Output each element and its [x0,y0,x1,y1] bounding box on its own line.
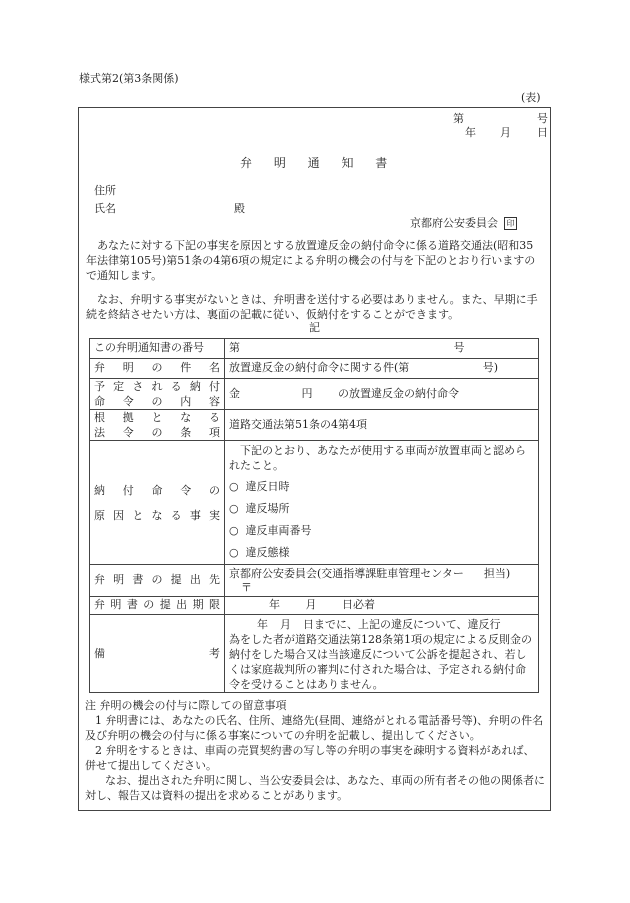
submission-dest-label: 弁明書の提出先 [90,565,225,597]
amount-prefix: 金 [229,386,240,400]
address-label: 住所 [94,184,116,197]
cause-facts-label: 納付命令の 原因となる事実 [90,441,225,565]
cause-item: ○ 違反態様 [229,546,290,559]
table-row [90,615,539,693]
amount-unit: 円 [301,386,313,400]
table-row [90,441,539,565]
doc-number-suffix: 号 [537,112,548,125]
notes-heading: 注 弁明の機会の付与に際しての留意事項 [85,699,287,712]
remarks-text: 為をした者が道路交通法第128条第1項の規定による反則金の納付をした場合又は当該違反について公訴を提起され、若しくは家庭裁判所の審判に付された場合は、予定される納付命令を受けることはありません。 [229,633,532,691]
legal-basis-value: 道路交通法第51条の4第4項 [225,410,539,441]
form-number-label: 様式第2(第3条関係) [79,72,179,85]
cause-facts-value [225,441,539,565]
cause-item: ○ 違反場所 [229,502,290,515]
deadline-year: 年 [269,598,280,612]
front-side-label: (表) [521,91,541,104]
note-1: 1 弁明書には、あなたの氏名、住所、連絡先(昼間、連絡がとれる電話番号等)、弁明の件名及び弁明の機会の付与に係る事案についての弁明を記載し、提出してください。 [85,714,544,742]
table-row [90,339,539,359]
table-row [90,359,539,379]
body-paragraph-1: あなたに対する下記の事実を原因とする放置違反金の納付命令に係る道路交通法(昭和35年法律第105号)第51条の4第6項の規定による弁明の機会の付与を下記のとおり行いますので通知します。 [86,239,536,282]
subject-value-suffix: 号) [482,361,499,375]
submission-dest-text: 京都府公安委員会(交通指導課駐車管理センター [229,566,464,580]
subject-label: 弁明の件名 [90,359,225,379]
remarks-value [225,615,539,693]
name-label: 氏名 [94,202,116,215]
submission-deadline-label: 弁明書の提出期限 [90,597,225,615]
cause-item: ○ 違反車両番号 [229,524,312,537]
date-day: 日 [537,126,548,139]
ki-heading: 記 [309,321,320,334]
amount-text: の放置違反金の納付命令 [338,386,459,400]
subject-value-text: 放置違反金の納付命令に関する件(第 [229,361,410,375]
submission-dest-suffix: 担当) [483,566,511,580]
seal-mark: 印 [504,217,517,230]
subject-value [225,359,539,379]
honorific: 殿 [234,202,245,215]
sender-name: 京都府公安委員会 [410,216,498,230]
notice-number-value [225,339,539,359]
postal-mark: 〒 [241,580,252,594]
submission-deadline-value [225,597,539,615]
notice-number-label: この弁明通知書の番号 [90,339,225,359]
submission-dest-value [225,565,539,597]
note-2: 2 弁明をするときは、車両の売買契約書の写し等の弁明の事実を疎明する資料があれば、併せて提出してください。 [85,744,535,772]
remarks-label: 備考 [90,615,225,693]
table-row [90,565,539,597]
detail-table [89,338,539,693]
table-row [90,379,539,410]
date-month: 月 [500,126,511,139]
cause-facts-intro: 下記のとおり、あなたが使用する車両が放置車両と認められたこと。 [229,444,526,472]
legal-basis-label: 根拠となる 法令の条項 [90,410,225,441]
sender [410,217,517,230]
planned-order-value [225,379,539,410]
remarks-first-line: 年 月 日までに、上記の違反について、違反行 [257,618,501,631]
doc-number-prefix: 第 [453,112,464,125]
table-row [90,410,539,441]
note-3: なお、提出された弁明に関し、当公安委員会は、あなた、車両の所有者その他の関係者に対し、報告又は資料の提出を求めることがあります。 [85,774,545,802]
deadline-day: 日必着 [342,598,375,612]
planned-order-label: 予定される納付 命令の内容 [90,379,225,410]
body-paragraph-2: なお、弁明する事実がないときは、弁明書を送付する必要はありません。また、早期に手続を終結させたい方は、裏面の記載に従い、仮納付をすることができます。 [86,293,538,321]
notice-number-suffix: 号 [453,341,465,355]
cause-item: ○ 違反日時 [229,480,290,493]
notice-number-prefix: 第 [229,341,240,355]
deadline-month: 月 [305,598,317,612]
table-row [90,597,539,615]
date-year: 年 [465,126,476,139]
page-title: 弁 明 通 知 書 [240,156,388,170]
